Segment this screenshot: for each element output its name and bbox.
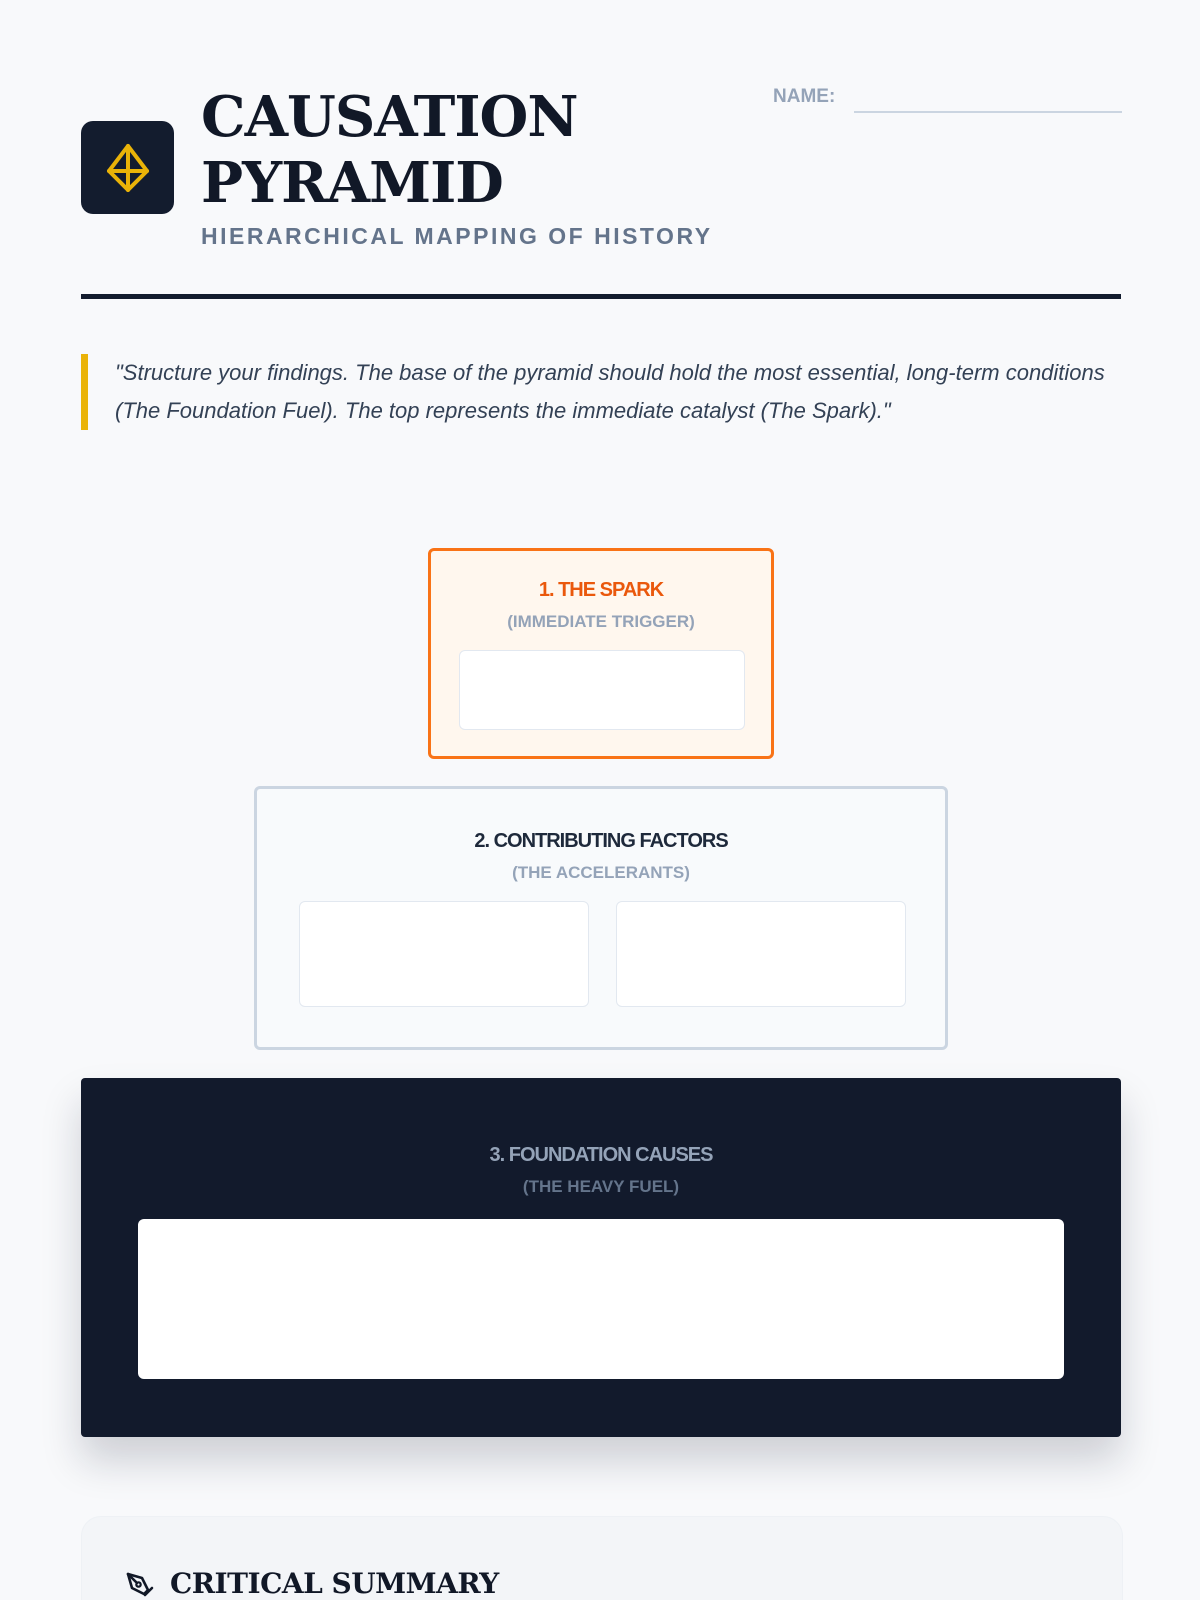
header-divider [81, 294, 1121, 299]
spark-answer-box[interactable] [459, 650, 745, 730]
logo-badge [81, 121, 174, 214]
tier-spark-subtitle: (IMMEDIATE TRIGGER) [507, 612, 695, 631]
pyramid-icon [102, 142, 154, 194]
contributing-answer-box-2[interactable] [616, 901, 906, 1007]
summary-heading [124, 1567, 499, 1600]
page-subtitle: HIERARCHICAL MAPPING OF HISTORY [201, 223, 713, 249]
header [81, 80, 1121, 300]
tier-contributing-title: 2. CONTRIBUTING FACTORS [474, 830, 728, 852]
page-title [201, 84, 578, 216]
name-label: NAME: [773, 86, 836, 107]
name-field[interactable] [854, 111, 1122, 113]
title-line-1: CAUSATION [201, 84, 578, 150]
instruction-quote: "Structure your findings. The base of the pyramid should hold the most essential, long-term conditions (The Foundation Fuel). The top represents the immediate catalyst (The Spark)." [81, 354, 1115, 430]
foundation-answer-box[interactable] [138, 1219, 1064, 1379]
pen-icon [124, 1568, 156, 1600]
tier-foundation-title: 3. FOUNDATION CAUSES [489, 1144, 713, 1166]
contributing-answer-box-1[interactable] [299, 901, 589, 1007]
tier-contributing-subtitle: (THE ACCELERANTS) [512, 863, 690, 882]
tier-foundation-subtitle: (THE HEAVY FUEL) [522, 1177, 680, 1196]
tier-spark-title: 1. THE SPARK [538, 579, 664, 601]
title-line-2: PYRAMID [201, 150, 503, 216]
tier-contributing [254, 786, 948, 1050]
tier-spark [428, 548, 774, 759]
summary-title: CRITICAL SUMMARY [170, 1567, 499, 1600]
tier-foundation [81, 1078, 1121, 1437]
critical-summary-card [81, 1516, 1123, 1600]
